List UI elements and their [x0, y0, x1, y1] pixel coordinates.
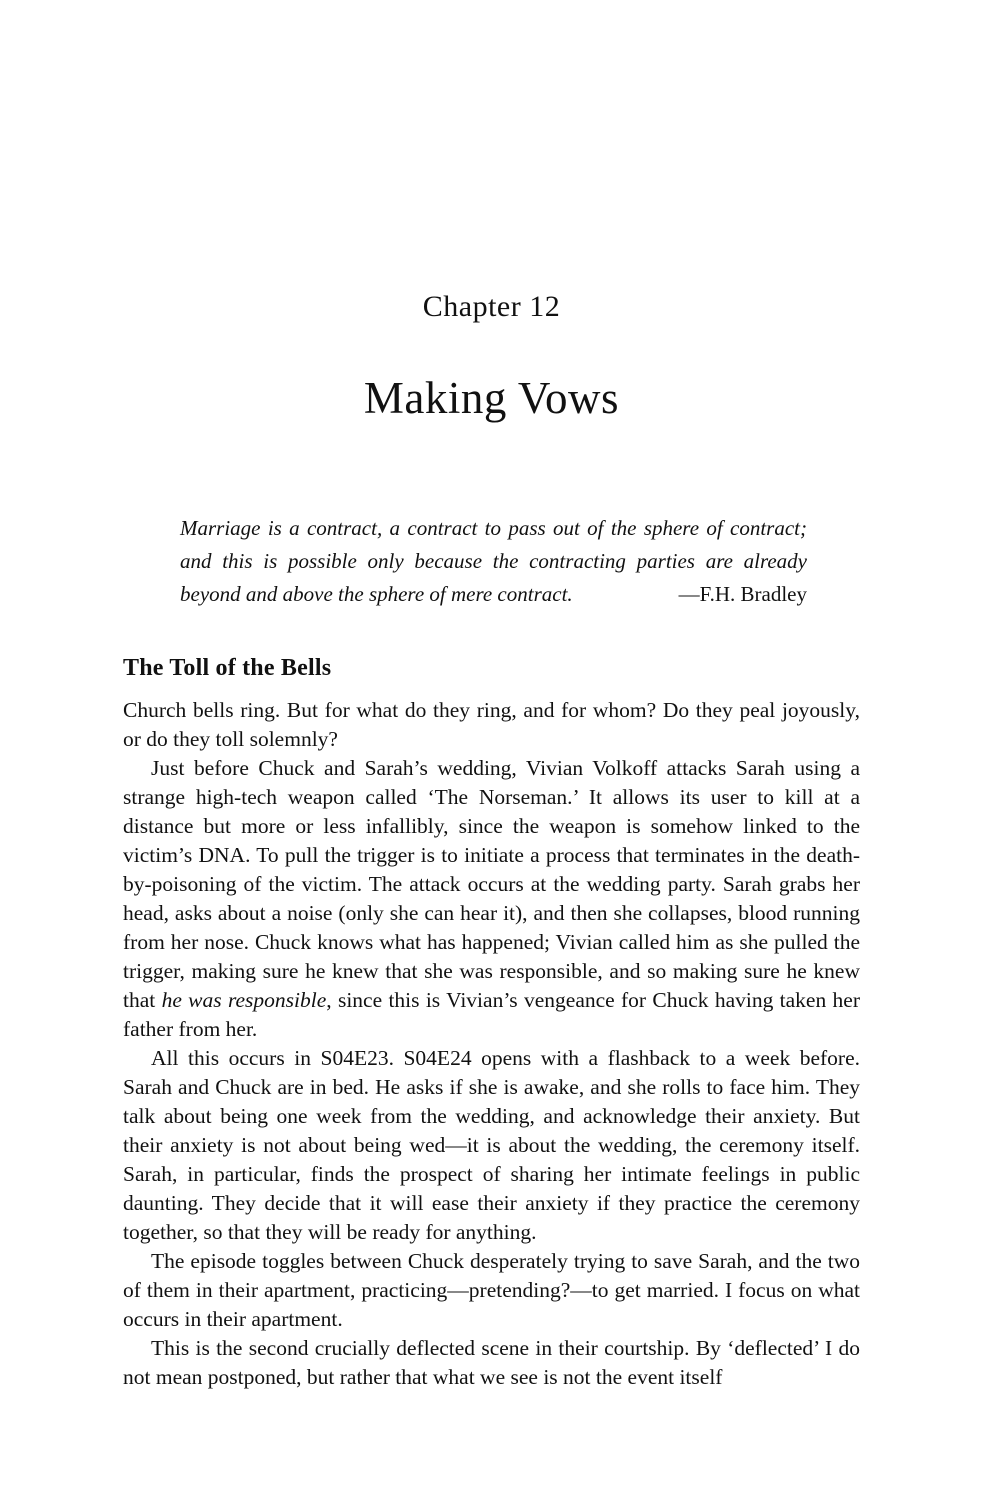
body-text-run: , since this is Vivian’s vengeance for Chuck having taken her father from her.: [123, 988, 860, 1041]
epigraph-attribution: —F.H. Bradley: [678, 582, 807, 606]
body-text-run: All this occurs in S04E23. S04E24 opens with a flashback to a week before. Sarah and Chuck are in bed. He asks if she is awake, and she rolls to face him. They talk about being one week from the wedding, and acknowledge their anxiety. But their anxiety is not about being wed—it is about the wedding, the ceremony itself. Sarah, in particular, finds the prospect of sharing her intimate feelings in public daunting. They decide that it will ease their anxiety if they practice the ceremony together, so that they will be ready for anything.: [123, 1046, 860, 1244]
body-paragraph: [123, 1044, 860, 1247]
body-paragraph: [123, 1334, 860, 1392]
epigraph-quote: Marriage is a contract, a contract to pass out of the sphere of contract; and this is possible only because the contracting parties are already beyond and above the sphere of mere contract.: [180, 516, 807, 606]
body-paragraph: [123, 754, 860, 1044]
body-text: [123, 696, 860, 1392]
body-paragraph: [123, 1247, 860, 1334]
body-text-run: The episode toggles between Chuck desperately trying to save Sarah, and the two of them in their apartment, practicing—pretending?—to get married. I focus on what occurs in their apartment.: [123, 1249, 860, 1331]
italic-text: he was responsible: [161, 988, 327, 1012]
body-paragraph: [123, 696, 860, 754]
chapter-title: Making Vows: [363, 373, 620, 423]
body-text-run: This is the second crucially deflected scene in their courtship. By ‘deflected’ I do not mean postponed, but rather that what we see is not the event itself: [123, 1336, 860, 1389]
epigraph: [180, 512, 807, 611]
chapter-label: Chapter 12: [422, 290, 561, 323]
body-text-run: Just before Chuck and Sarah’s wedding, Vivian Volkoff attacks Sarah using a strange high-tech weapon called ‘The Norseman.’ It allows its user to kill at a distance but more or less infallibly, since the weapon is somehow linked to the victim’s DNA. To pull the trigger is to initiate a process that terminates in the death-by-poisoning of the victim. The attack occurs at the wedding party. Sarah grabs her head, asks about a noise (only she can hear it), and then she collapses, blood running from her nose. Chuck knows what has happened; Vivian called him as she pulled the trigger, making sure he knew that she was responsible, and so making sure he knew that: [123, 756, 860, 1012]
book-page: [123, 0, 860, 1392]
section-heading: The Toll of the Bells: [123, 655, 332, 681]
body-text-run: Church bells ring. But for what do they ring, and for whom? Do they peal joyously, or do they toll solemnly?: [123, 698, 860, 751]
